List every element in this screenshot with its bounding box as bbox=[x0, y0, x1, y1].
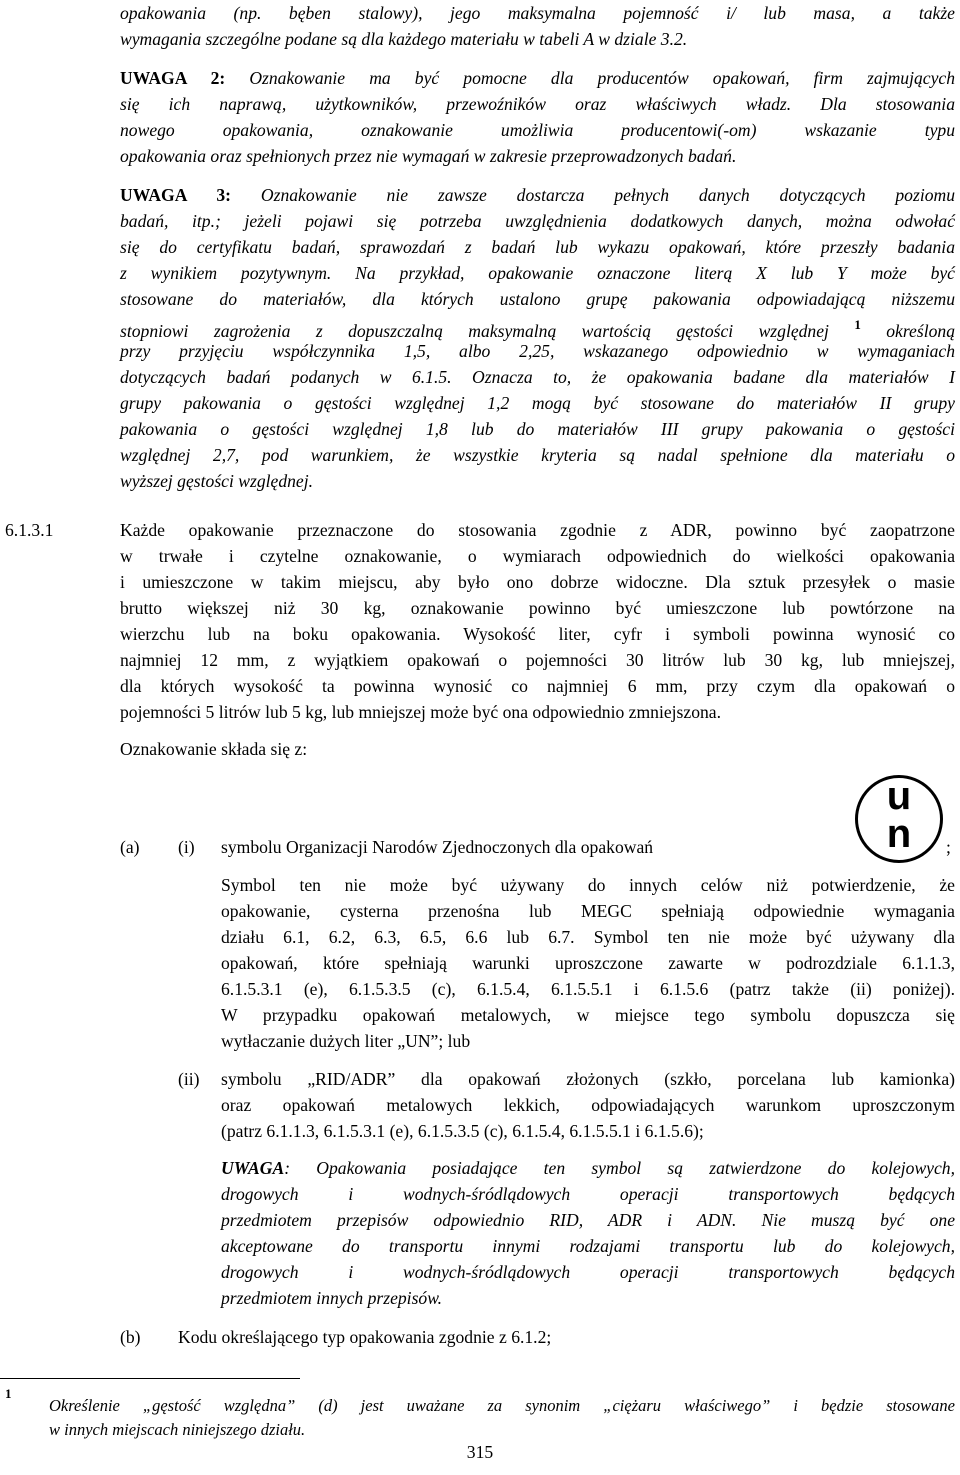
text-line bbox=[120, 65, 955, 91]
text-line bbox=[221, 1155, 955, 1181]
text-line bbox=[120, 182, 955, 208]
item-b-text: Kodu określającego typ opakowania zgodnie z 6.1.2; bbox=[178, 1327, 552, 1347]
footnote-separator bbox=[0, 1378, 300, 1379]
footnote-text bbox=[49, 1394, 955, 1442]
note-label: UWAGA 2: bbox=[120, 68, 226, 88]
text-line: i umieszczone w takim miejscu, aby było ono dobrze widoczne. Dla sztuk przesyłek o masie bbox=[120, 572, 955, 592]
text-line: w trwałe i czytelne oznakowanie, o wymiarach odpowiednich do wielkości opakowania bbox=[120, 546, 955, 566]
item-a-i-text: symbolu Organizacji Narodów Zjednoczonych dla opakowań bbox=[221, 837, 654, 857]
item-a-ii-label: (ii) bbox=[178, 1069, 200, 1089]
text-line: drogowych i wodnych-śródlądowych operacji transportowych będących bbox=[221, 1184, 955, 1204]
text-line bbox=[120, 312, 955, 341]
text-line: wytłaczanie dużych liter „UN”; lub bbox=[221, 1031, 471, 1051]
text-line: brutto większej niż 30 kg, oznakowanie powinno być umieszczone lub powtórzone na bbox=[120, 598, 955, 618]
text-line: dotyczących badań podanych w 6.1.5. Oznacza to, że opakowania badane dla materiałów I bbox=[120, 367, 955, 387]
text-line: opakowania oraz spełnionych przez nie wymagań w zakresie przeprowadzonych badań. bbox=[120, 146, 737, 166]
section-number: 6.1.3.1 bbox=[5, 520, 54, 540]
text-line: Symbol ten nie może być używany do innych celów niż potwierdzenie, że bbox=[221, 875, 955, 895]
text-line: działu 6.1, 6.2, 6.3, 6.5, 6.6 lub 6.7. Symbol ten nie może być używany dla bbox=[221, 927, 955, 947]
text-line: nowego opakowania, oznakowanie umożliwia producentowi(-om) wskazanie typu bbox=[120, 120, 955, 140]
text-line: Określenie „gęstość względna” (d) jest uważane za synonim „ciężaru właściwego” i będzie stosowane bbox=[49, 1396, 955, 1415]
item-a-ii-text bbox=[221, 1066, 955, 1144]
text-line: oraz opakowań metalowych lekkich, odpowiadających warunkom uproszczonym bbox=[221, 1095, 955, 1115]
un-symbol-letter-n: n bbox=[886, 812, 912, 856]
text-line: względnej 2,7, pod warunkiem, że wszystkie kryteria są nadal spełnione dla materiału o bbox=[120, 445, 955, 465]
section-body bbox=[120, 517, 955, 725]
text-line: opakowania (np. bęben stalowy), jego maksymalna pojemność i/ lub masa, a także bbox=[120, 3, 955, 23]
page-number: 315 bbox=[466, 1442, 494, 1462]
item-a-i-detail bbox=[221, 872, 955, 1054]
text-line: wyższej gęstości względnej. bbox=[120, 471, 314, 491]
text-line: przedmiotem innych przepisów. bbox=[221, 1288, 443, 1308]
text-line: akceptowane do transportu innymi rodzajami transportu lub do kolejowych, bbox=[221, 1236, 955, 1256]
note-2 bbox=[120, 65, 955, 169]
text-span: Oznakowanie nie zawsze dostarcza pełnych danych dotyczących poziomu bbox=[231, 185, 956, 205]
text-line: W przypadku opakowań metalowych, w miejsce tego symbolu dopuszcza się bbox=[221, 1005, 955, 1025]
footnote-ref[interactable]: 1 bbox=[854, 317, 861, 332]
text-line: z wynikiem pozytywnym. Na przykład, opakowanie oznaczone literą X lub Y może być bbox=[120, 263, 955, 283]
note-label: UWAGA 3: bbox=[120, 185, 232, 205]
text-span: stopniowi zagrożenia z dopuszczalną maksymalną wartością gęstości względnej bbox=[120, 321, 855, 341]
text-span: : Opakowania posiadające ten symbol są zatwierdzone do kolejowych, bbox=[284, 1158, 955, 1178]
text-line: stosowane do materiałów, dla których ustalono grupę pakowania odpowiadającą niższemu bbox=[120, 289, 955, 309]
text-line: przy przyjęciu współczynnika 1,5, albo 2,25, wskazanego odpowiednio w wymaganiach bbox=[120, 341, 955, 361]
text-line: pakowania o gęstości względnej 1,8 lub do materiałów III grupy pakowania o gęstości bbox=[120, 419, 955, 439]
text-line: opakowań, które spełniają warunki uproszczone zawarte w podrozdziale 6.1.1.3, bbox=[221, 953, 955, 973]
text-line: Każde opakowanie przeznaczone do stosowania zgodnie z ADR, powinno być zaopatrzone bbox=[120, 520, 955, 540]
text-line: symbolu „RID/ADR” dla opakowań złożonych (szkło, porcelana lub kamionka) bbox=[221, 1069, 955, 1089]
text-span: Oznakowanie ma być pomocne dla producentów opakowań, firm zajmujących bbox=[225, 68, 955, 88]
text-line: w innych miejscach niniejszego działu. bbox=[49, 1420, 306, 1439]
item-a-i-terminator: ; bbox=[946, 837, 951, 857]
text-line: opakowanie, cysterna przenośna lub MEGC spełniają odpowiednie wymagania bbox=[221, 901, 955, 921]
text-line: się ich naprawą, użytkowników, przewoźników oraz właściwych władz. Dla stosowania bbox=[120, 94, 955, 114]
un-symbol-letter-u: u bbox=[886, 774, 912, 818]
composition-intro: Oznakowanie składa się z: bbox=[120, 739, 308, 759]
text-line: dla których wysokość ta powinna wynosić co najmniej 6 mm, przy czym dla opakowań o bbox=[120, 676, 955, 696]
item-a-ii-note bbox=[221, 1155, 955, 1311]
note-3 bbox=[120, 182, 955, 494]
text-line: się do certyfikatu badań, sprawozdań z badań lub wykazu opakowań, które przeszły badania bbox=[120, 237, 955, 257]
item-b-label: (b) bbox=[120, 1327, 141, 1347]
text-line: pojemności 5 litrów lub 5 kg, lub mniejszej może być ona odpowiednio zmniejszona. bbox=[120, 702, 721, 722]
footnote-mark: 1 bbox=[5, 1386, 12, 1401]
text-line: przedmiotem przepisów odpowiednio RID, ADR i ADN. Nie muszą być one bbox=[221, 1210, 955, 1230]
top-paragraph bbox=[120, 0, 955, 52]
text-line: drogowych i wodnych-śródlądowych operacji transportowych będących bbox=[221, 1262, 955, 1282]
text-line: grupy pakowania o gęstości względnej 1,2 mogą być stosowane do materiałów II grupy bbox=[120, 393, 955, 413]
item-a-i-label: (i) bbox=[178, 837, 195, 857]
text-line: (patrz 6.1.1.3, 6.1.5.3.1 (e), 6.1.5.3.5 (c), 6.1.5.4, 6.1.5.5.1 i 6.1.5.6); bbox=[221, 1121, 704, 1141]
text-line: najmniej 12 mm, z wyjątkiem opakowań o pojemności 30 litrów lub 30 kg, lub mniejszej, bbox=[120, 650, 955, 670]
text-line: 6.1.5.3.1 (e), 6.1.5.3.5 (c), 6.1.5.4, 6.1.5.5.1 i 6.1.5.6 (patrz także (ii) poniżej). bbox=[221, 979, 955, 999]
item-a-label: (a) bbox=[120, 837, 140, 857]
text-line: badań, itp.; jeżeli pojawi się potrzeba uwzględnienia dodatkowych danych, można odwołać bbox=[120, 211, 955, 231]
text-span: określoną bbox=[860, 321, 955, 341]
text-line: wymagania szczególne podane są dla każdego materiału w tabeli A w dziale 3.2. bbox=[120, 29, 688, 49]
note-label: UWAGA bbox=[221, 1158, 285, 1178]
text-line: wierzchu lub na boku opakowania. Wysokość liter, cyfr i symboli powinna wynosić co bbox=[120, 624, 955, 644]
un-packaging-symbol bbox=[855, 775, 943, 863]
